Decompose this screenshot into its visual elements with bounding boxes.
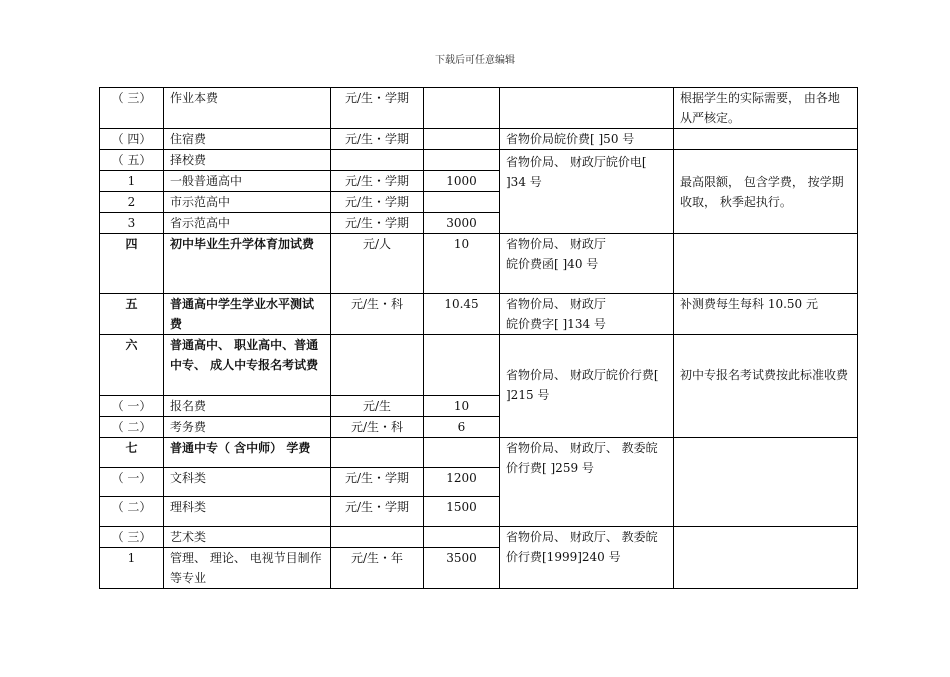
unit-cell: 元/人 — [331, 234, 424, 294]
item-name: 初中毕业生升学体育加试费 — [164, 234, 331, 294]
row-number: （ 二） — [100, 417, 164, 438]
unit-cell: 元/生・学期 — [331, 88, 424, 129]
price-cell: 1000 — [424, 171, 500, 192]
item-name: 普通中专（ 含中师） 学费 — [164, 438, 331, 468]
unit-cell: 元/生・学期 — [331, 213, 424, 234]
document-cell: 省物价局、 财政厅皖价行费[ ]215 号 — [500, 335, 674, 438]
unit-cell: 元/生・科 — [331, 417, 424, 438]
document-cell: 省物价局、 财政厅 皖价费字[ ]134 号 — [500, 294, 674, 335]
row-number: （ 一） — [100, 468, 164, 497]
price-cell: 6 — [424, 417, 500, 438]
document-cell: 省物价局皖价费[ ]50 号 — [500, 129, 674, 150]
unit-cell: 元/生・学期 — [331, 129, 424, 150]
remark-cell — [674, 234, 858, 294]
row-number: 六 — [100, 335, 164, 396]
remark-cell — [674, 527, 858, 589]
fee-table — [99, 87, 858, 589]
price-cell: 3500 — [424, 548, 500, 589]
price-cell — [424, 527, 500, 548]
price-cell — [424, 335, 500, 396]
price-cell: 1200 — [424, 468, 500, 497]
item-name: 理科类 — [164, 497, 331, 527]
table-row — [100, 294, 858, 335]
table-row — [100, 335, 858, 396]
row-number: （ 二） — [100, 497, 164, 527]
row-number: （ 三） — [100, 527, 164, 548]
table-row — [100, 129, 858, 150]
item-name: 普通高中、 职业高中、普通中专、 成人中专报名考试费 — [164, 335, 331, 396]
unit-cell: 元/生・学期 — [331, 171, 424, 192]
unit-cell — [331, 527, 424, 548]
price-cell — [424, 129, 500, 150]
remark-cell — [674, 129, 858, 150]
unit-cell: 元/生・科 — [331, 294, 424, 335]
price-cell: 10.45 — [424, 294, 500, 335]
row-number: 1 — [100, 171, 164, 192]
table-row — [100, 527, 858, 548]
item-name: 市示范高中 — [164, 192, 331, 213]
price-cell: 3000 — [424, 213, 500, 234]
item-name: 住宿费 — [164, 129, 331, 150]
row-number: （ 三） — [100, 88, 164, 129]
price-cell: 1500 — [424, 497, 500, 527]
item-name: 一般普通高中 — [164, 171, 331, 192]
page-header-note: 下载后可任意编辑 — [435, 55, 515, 66]
table-row — [100, 234, 858, 294]
price-cell: 10 — [424, 396, 500, 417]
row-number: 七 — [100, 438, 164, 468]
document-cell: 省物价局、 财政厅 皖价费函[ ]40 号 — [500, 234, 674, 294]
price-cell — [424, 150, 500, 171]
unit-cell: 元/生・学期 — [331, 497, 424, 527]
unit-cell — [331, 438, 424, 468]
item-name: 管理、 理论、 电视节目制作等专业 — [164, 548, 331, 589]
price-cell — [424, 438, 500, 468]
item-name: 普通高中学生学业水平测试费 — [164, 294, 331, 335]
price-cell — [424, 88, 500, 129]
item-name: 考务费 — [164, 417, 331, 438]
document-cell: 省物价局、 财政厅、 教委皖价行费[ ]259 号 — [500, 438, 674, 527]
document-cell: 省物价局、 财政厅皖价电[ ]34 号 — [500, 150, 674, 234]
unit-cell: 元/生・学期 — [331, 468, 424, 497]
table-row — [100, 438, 858, 468]
row-number: 2 — [100, 192, 164, 213]
item-name: 作业本费 — [164, 88, 331, 129]
remark-cell: 最高限额， 包含学费， 按学期收取， 秋季起执行。 — [674, 150, 858, 234]
row-number: （ 一） — [100, 396, 164, 417]
table-row — [100, 88, 858, 129]
row-number: （ 四） — [100, 129, 164, 150]
table-row — [100, 150, 858, 171]
remark-cell: 根据学生的实际需要， 由各地从严核定。 — [674, 88, 858, 129]
price-cell — [424, 192, 500, 213]
item-name: 择校费 — [164, 150, 331, 171]
remark-cell — [674, 438, 858, 527]
unit-cell — [331, 335, 424, 396]
unit-cell — [331, 150, 424, 171]
item-name: 报名费 — [164, 396, 331, 417]
document-cell: 省物价局、 财政厅、 教委皖价行费[1999]240 号 — [500, 527, 674, 589]
unit-cell: 元/生・学期 — [331, 192, 424, 213]
row-number: 3 — [100, 213, 164, 234]
document-cell — [500, 88, 674, 129]
unit-cell: 元/生 — [331, 396, 424, 417]
row-number: （ 五） — [100, 150, 164, 171]
row-number: 四 — [100, 234, 164, 294]
row-number: 1 — [100, 548, 164, 589]
remark-cell: 补测费每生每科 10.50 元 — [674, 294, 858, 335]
unit-cell: 元/生・年 — [331, 548, 424, 589]
row-number: 五 — [100, 294, 164, 335]
remark-cell: 初中专报名考试费按此标准收费 — [674, 335, 858, 438]
price-cell: 10 — [424, 234, 500, 294]
item-name: 省示范高中 — [164, 213, 331, 234]
item-name: 艺术类 — [164, 527, 331, 548]
item-name: 文科类 — [164, 468, 331, 497]
